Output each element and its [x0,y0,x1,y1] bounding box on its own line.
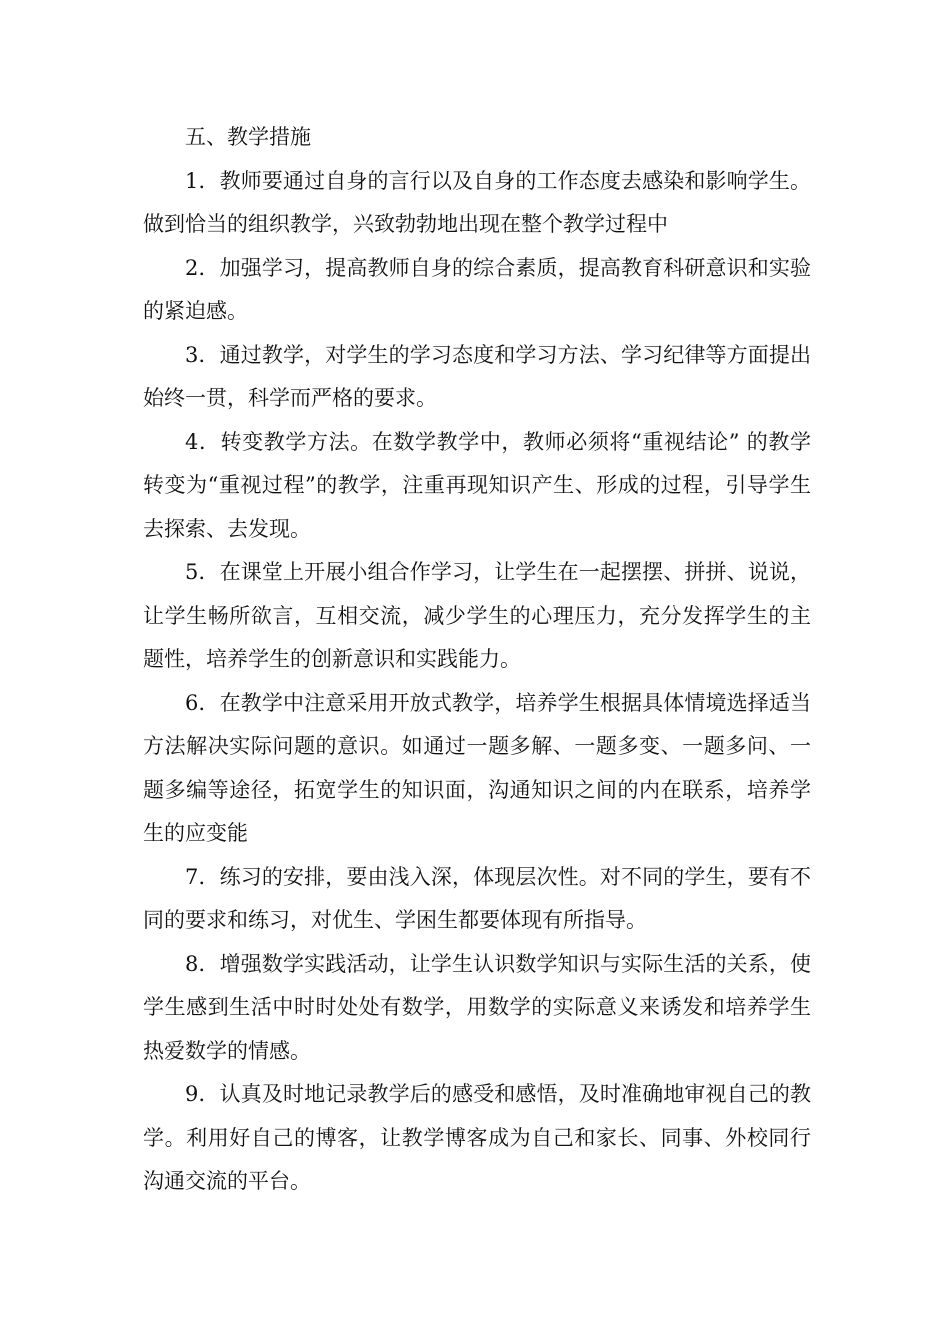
paragraph-8: 8．增强数学实践活动，让学生认识数学知识与实际生活的关系，使学生感到生活中时时处处有数学，用数学的实际意义来诱发和培养学生热爱数学的情感。 [143,951,811,1063]
document-body [143,116,811,1204]
paragraph-9: 9．认真及时地记录教学后的感受和感悟，及时准确地审视自己的教学。利用好自己的博客，让教学博客成为自己和家长、同事、外校同行沟通交流的平台。 [143,1082,811,1193]
paragraph-5: 5．在课堂上开展小组合作学习，让学生在一起摆摆、拼拼、说说，让学生畅所欲言，互相交流，减少学生的心理压力，充分发挥学生的主题性，培养学生的创新意识和实践能力。 [143,560,811,671]
paragraph-3: 3．通过教学，对学生的学习态度和学习方法、学习纪律等方面提出始终一贯，科学而严格的要求。 [143,342,811,410]
section-heading: 五、教学措施 [185,125,311,149]
paragraph-6: 6．在教学中注意采用开放式教学，培养学生根据具体情境选择适当方法解决实际问题的意识。如通过一题多解、一题多变、一题多问、一题多编等途径，拓宽学生的知识面，沟通知识之间的内在联系，培养学生的应变能 [143,690,811,845]
paragraph-4: 4．转变教学方法。在数学教学中，教师必须将“重视结论” 的教学转变为“重视过程”的教学，注重再现知识产生、形成的过程，引导学生去探索、去发现。 [143,429,811,541]
paragraph-1: 1．教师要通过自身的言行以及自身的工作态度去感染和影响学生。做到恰当的组织教学，兴致勃勃地出现在整个教学过程中 [143,168,811,236]
paragraph-2: 2．加强学习，提高教师自身的综合素质，提高教育科研意识和实验的紧迫感。 [143,255,811,323]
paragraph-7: 7．练习的安排，要由浅入深，体现层次性。对不同的学生，要有不同的要求和练习，对优生、学困生都要体现有所指导。 [143,864,811,932]
